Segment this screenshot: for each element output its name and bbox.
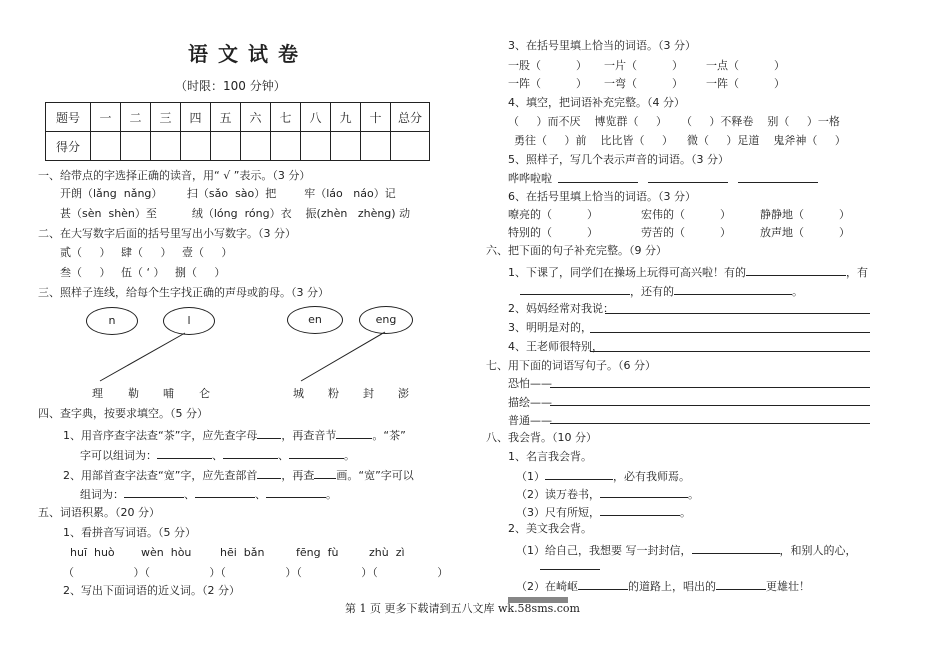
r3-item: 一阵（ ）: [508, 77, 587, 90]
section-5-q1: 1、看拼音写词语。（5 分）: [63, 526, 196, 539]
r5-example: 哗哗啦啦: [508, 172, 552, 185]
section-3-heading: 三、照样子连线，给每个生字找正确的声母或韵母。（3 分）: [38, 286, 329, 299]
s8-q1: 1、名言我会背。: [508, 450, 592, 463]
char-bu: 哺: [163, 387, 174, 400]
section-4-q1-cont: 字可以组词为： 、 、 。: [80, 449, 355, 462]
s8-b1: [516, 542, 857, 558]
blank[interactable]: [157, 447, 212, 459]
r3-item: 一阵（ ）: [706, 77, 785, 90]
r6-item: 嘹亮的（ ）: [508, 208, 598, 221]
s8-b2: [516, 578, 810, 594]
table-cell: 九: [331, 103, 361, 132]
r5-blank-2[interactable]: [648, 182, 728, 183]
s6-q4-blank[interactable]: [590, 351, 870, 352]
section-7-heading: 七、用下面的词语写句子。（6 分）: [486, 359, 656, 372]
s7-word-1: 恐怕——: [508, 377, 552, 390]
s8-b2-text-c: 更雄壮！: [766, 580, 810, 593]
table-cell: 三: [151, 103, 181, 132]
table-cell: 七: [271, 103, 301, 132]
blank[interactable]: [257, 467, 281, 479]
table-cell: 二: [121, 103, 151, 132]
s8-a3-end: 。: [680, 506, 691, 519]
s6-q1-text-b: ，有: [846, 266, 868, 279]
blank[interactable]: [257, 427, 281, 439]
s8-a1-suffix: ，必有我师焉。: [613, 470, 690, 483]
oval-eng-label: eng: [375, 313, 397, 326]
s6-q1-text-d: 。: [792, 285, 803, 298]
blank[interactable]: [578, 578, 628, 590]
char-le: 勒: [128, 387, 139, 400]
table-cell: 四: [181, 103, 211, 132]
pinyin-3: hēi bǎn: [220, 546, 265, 559]
section-6-heading: 六、把下面的句子补充完整。（9 分）: [486, 244, 667, 257]
table-cell: 总分: [391, 103, 430, 132]
r3-item: 一点（ ）: [706, 59, 785, 72]
char-fen: 粉: [328, 387, 339, 400]
r3-item: 一片（ ）: [604, 59, 683, 72]
pinyin-5: zhù zì: [369, 546, 405, 559]
line-eng-to-cheng: [301, 332, 385, 381]
blank[interactable]: [600, 486, 688, 498]
r3-item: 一股（ ）: [508, 59, 587, 72]
s6-q2: 2、妈妈经常对我说：: [508, 302, 614, 315]
r6-item: 劳苦的（ ）: [641, 226, 731, 239]
section-2-heading: 二、在大写数字后面的括号里写出小写数字。（3 分）: [38, 227, 296, 240]
q1-text-a: 1、用音序查字法查“茶”字，应先查字母: [63, 429, 258, 442]
s8-b2-text-b: 的道路上，唱出的: [628, 580, 716, 593]
blank[interactable]: [124, 486, 184, 498]
s6-q1: [508, 264, 868, 280]
char-li: 理: [92, 387, 103, 400]
section-5-heading: 五、词语积累。（20 分）: [38, 506, 160, 519]
section-8-heading: 八、我会背。（10 分）: [486, 431, 597, 444]
pinyin-answer-brackets: （ ）（ ）（ ）（ ）（ ）: [63, 566, 449, 579]
r3-item: 一弯（ ）: [604, 77, 683, 90]
blank[interactable]: [195, 486, 255, 498]
s7-blank-3[interactable]: [550, 423, 870, 424]
blank[interactable]: [746, 264, 846, 276]
s8-a1-prefix: （1）: [516, 470, 545, 483]
s6-q1-cont: [520, 283, 803, 299]
char-cheng: 城: [293, 387, 304, 400]
table-cell: 六: [241, 103, 271, 132]
s6-q4: 4、王老师很特别，: [508, 340, 603, 353]
r4-line-2: 勇往（ ）前 比比皆（ ） 微（ ）足道 鬼斧神（ ）: [514, 134, 846, 147]
blank[interactable]: [520, 283, 630, 295]
table-cell: 得分: [46, 132, 91, 161]
s8-b2-text-a: （2）在崎岖: [516, 580, 578, 593]
r5-heading: 5、照样子，写几个表示声音的词语。（3 分）: [508, 153, 729, 166]
s6-q1-text-c: ，还有的: [630, 285, 674, 298]
blank[interactable]: [336, 427, 372, 439]
blank[interactable]: [674, 283, 792, 295]
r5-blank-1[interactable]: [558, 182, 638, 183]
s8-a3-text: （3）尺有所短，: [516, 506, 600, 519]
q2-text-b: ，再查: [281, 469, 315, 482]
section-4-q1: [63, 427, 406, 443]
table-cell: 八: [301, 103, 331, 132]
blank[interactable]: [545, 468, 613, 480]
char-peng: 澎: [398, 387, 409, 400]
r4-line-1: （ ）而不厌 博览群（ ） （ ）不释卷 别（ ）一格: [508, 115, 840, 128]
q1-text-b: ，再查音节: [281, 429, 337, 442]
r4-heading: 4、填空，把词语补充完整。（4 分）: [508, 96, 685, 109]
table-cell: 十: [361, 103, 391, 132]
s7-word-2: 描绘——: [508, 396, 552, 409]
s8-b1-text-a: （1）给自己，我想要 写一封封信，: [516, 544, 692, 557]
pinyin-2: wèn hòu: [141, 546, 192, 559]
section-4-q2-cont: 组词为： 、 、 。: [80, 488, 337, 501]
page-footer: 第 1 页 更多下载请到五八文库 wk.58sms.com: [345, 602, 580, 615]
r3-heading: 3、在括号里填上恰当的词语。（3 分）: [508, 39, 696, 52]
oval-l-label: l: [187, 314, 191, 327]
oval-n-label: n: [108, 314, 116, 327]
s7-blank-1[interactable]: [550, 387, 870, 388]
section-2-line-2: 叁（ ） 伍（ ‘ ） 捌（ ）: [60, 266, 226, 279]
table-cell: 五: [211, 103, 241, 132]
s8-a3: [516, 504, 691, 520]
section-4-q2: [63, 467, 414, 483]
blank[interactable]: [716, 578, 766, 590]
q2-text-a: 2、用部首查字法查“宽”字，应先查部首: [63, 469, 258, 482]
section-1-heading: 一、给带点的字选择正确的读音，用“ √ ”表示。（3 分）: [38, 169, 311, 182]
s7-blank-2[interactable]: [550, 405, 870, 406]
time-limit: （时限：100 分钟）: [175, 79, 286, 93]
exam-title: 语文试卷: [188, 42, 308, 66]
table-cell: 一: [91, 103, 121, 132]
s8-a1: [516, 468, 690, 484]
s7-word-3: 普通——: [508, 414, 552, 427]
q1-text-d: 字可以组词为：: [80, 449, 157, 462]
q2-text-c: 画。“宽”字可以: [336, 469, 414, 482]
section-4-heading: 四、查字典，按要求填空。（5 分）: [38, 407, 208, 420]
line-l-to-li: [100, 333, 185, 381]
blank[interactable]: [692, 542, 780, 554]
section-1-line-2: 甚（sèn shèn）至 绒（lóng róng）衣 振(zhèn zhèng) 动: [60, 207, 411, 220]
s8-a2-text: （2）读万卷书，: [516, 488, 600, 501]
s8-q2: 2、美文我会背。: [508, 522, 592, 535]
r6-item: 静静地（ ）: [760, 208, 850, 221]
s6-q1-text-a: 1、下课了，同学们在操场上玩得可高兴啦！有的: [508, 266, 746, 279]
s6-q3: 3、明明是对的，: [508, 321, 592, 334]
blank[interactable]: [314, 467, 336, 479]
r6-item: 放声地（ ）: [760, 226, 850, 239]
section-5-q2: 2、写出下面词语的近义词。（2 分）: [63, 584, 240, 597]
oval-en-label: en: [308, 313, 322, 326]
s6-q2-blank[interactable]: [605, 313, 870, 314]
blank[interactable]: [266, 486, 326, 498]
r6-heading: 6、在括号里填上恰当的词语。（3 分）: [508, 190, 696, 203]
section-1-line-1: 开朗（lǎng nǎng） 扫（sǎo sào）把 牢（láo náo）记: [60, 187, 396, 200]
r6-item: 特别的（ ）: [508, 226, 598, 239]
s8-a2-end: 。: [688, 488, 699, 501]
s8-a2: [516, 486, 699, 502]
s6-q3-blank[interactable]: [590, 332, 870, 333]
q1-text-c: 。“茶”: [372, 429, 406, 442]
s8-b1-blank-2[interactable]: [540, 569, 600, 570]
blank[interactable]: [223, 447, 278, 459]
section-2-line-1: 贰（ ） 肆（ ） 壹（ ）: [60, 246, 233, 259]
pinyin-1: huī huò: [70, 546, 115, 559]
blank[interactable]: [289, 447, 344, 459]
table-cell: 题号: [46, 103, 91, 132]
r6-item: 宏伟的（ ）: [641, 208, 731, 221]
char-lun: 仑: [199, 387, 210, 400]
q2-text-d: 组词为：: [80, 488, 124, 501]
r5-blank-3[interactable]: [738, 182, 818, 183]
blank[interactable]: [600, 504, 680, 516]
char-feng: 封: [363, 387, 374, 400]
pinyin-4: fēng fù: [296, 546, 339, 559]
s8-b1-text-b: ，和别人的心，: [779, 544, 857, 557]
